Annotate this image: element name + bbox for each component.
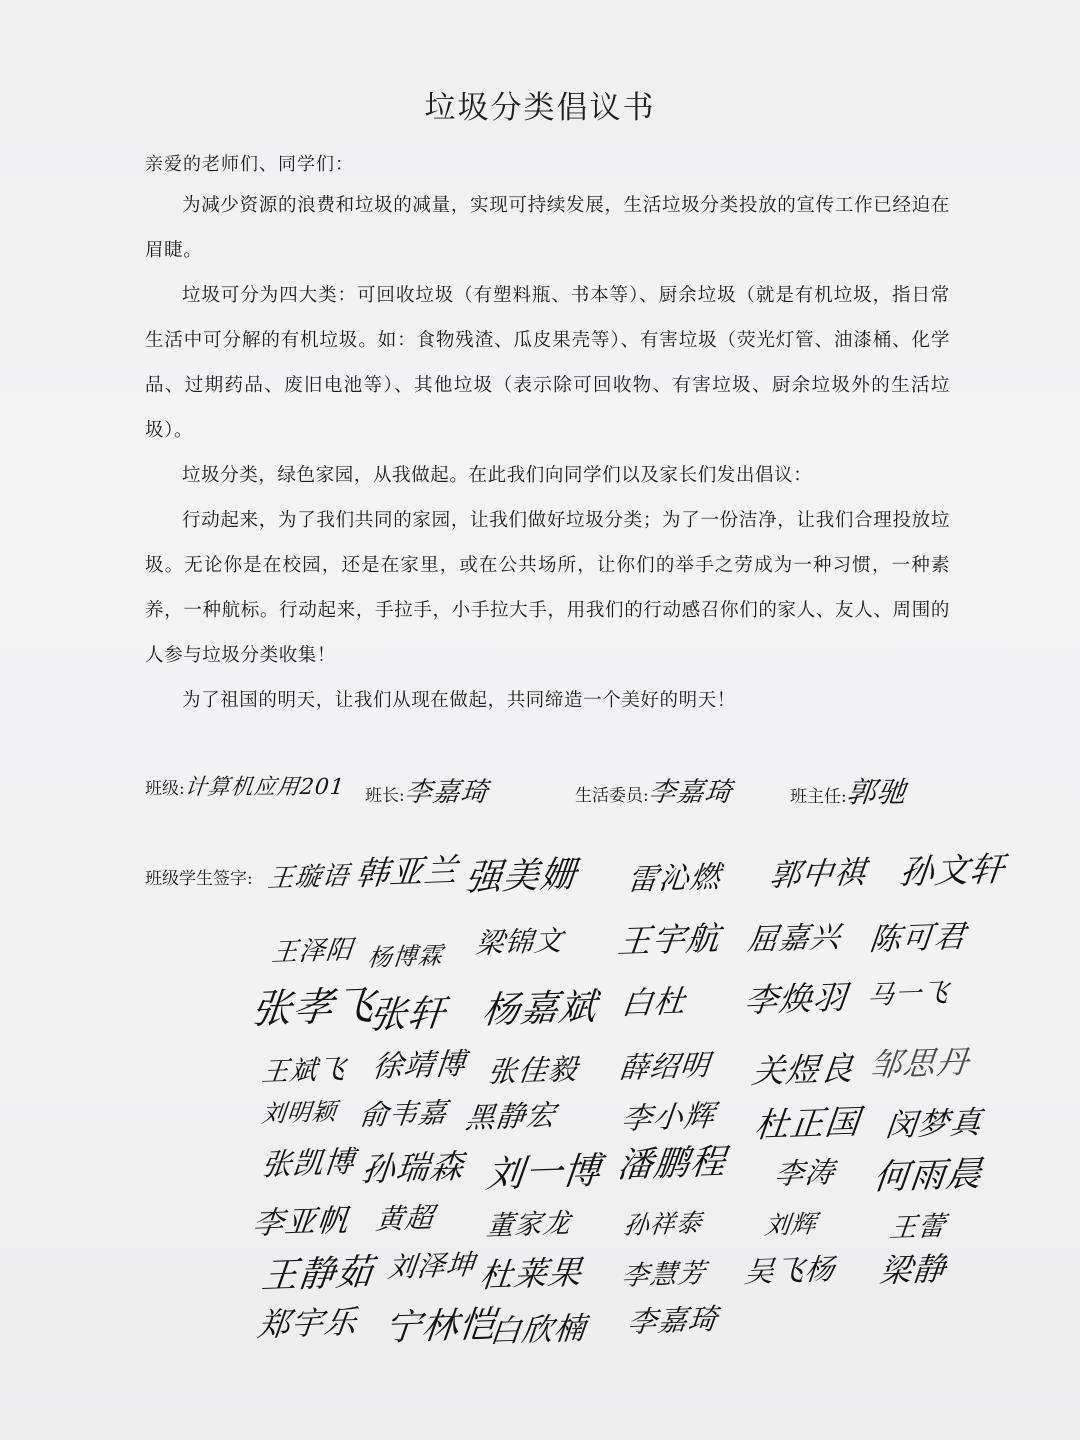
- paragraph: 为减少资源的浪费和垃圾的减量，实现可持续发展，生活垃圾分类投放的宣传工作已经迫在眉睫。: [145, 195, 950, 261]
- monitor-field: [365, 770, 489, 809]
- student-signature: 王宇航: [615, 918, 723, 961]
- student-signature: 徐靖博: [370, 1046, 468, 1085]
- student-signature: 王斌飞: [260, 1054, 348, 1088]
- student-signature: 李焕羽: [742, 977, 850, 1020]
- student-signature: 刘辉: [763, 1209, 819, 1240]
- student-signature: 李涛: [773, 1154, 837, 1191]
- signatures-label: 班级学生签字:: [145, 869, 253, 889]
- student-signature: 王蕾: [888, 1211, 948, 1244]
- student-signature: 马一飞: [866, 978, 951, 1011]
- head-teacher-label: 班主任:: [790, 787, 847, 807]
- student-signature: 屈嘉兴: [745, 919, 843, 958]
- student-signature: 孙祥泰: [622, 1208, 704, 1240]
- head-teacher-value: 郭驰: [844, 775, 909, 809]
- student-signature: 闵梦真: [883, 1104, 984, 1144]
- class-field: [145, 770, 345, 801]
- student-signature: 宁林恺: [382, 1304, 499, 1349]
- student-signature: 黄超: [374, 1200, 436, 1236]
- student-signature: 韩亚兰: [353, 850, 461, 893]
- student-signature: 刘一博: [484, 1149, 604, 1196]
- student-signature: 强美姗: [463, 854, 580, 899]
- life-committee-value: 李嘉琦: [646, 777, 735, 808]
- footer-info-row: [145, 770, 965, 820]
- student-signature: 梁锦文: [474, 923, 565, 960]
- student-signature: 何雨晨: [871, 1154, 985, 1198]
- student-signature: 刘泽坤: [386, 1247, 477, 1284]
- student-signature: 李小辉: [619, 1098, 717, 1137]
- monitor-label: 班长:: [365, 786, 405, 806]
- student-signature: 潘鹏程: [615, 1142, 729, 1186]
- student-signature: 董家龙: [485, 1208, 573, 1242]
- document-title: 垃圾分类倡议书: [424, 90, 656, 126]
- paragraph: 行动起来，为了我们共同的家园，让我们做好垃圾分类；为了一份洁净，让我们合理投放垃圾。无论你是在校园，还是在家里，或在公共场所，让你们的举手之劳成为一种习惯，一种素养，一种航标。行动起来，手拉手，小手拉大手，用我们的行动感召你们的家人、友人、周围的人参与垃圾分类收集！: [145, 510, 950, 666]
- student-signature: 杨博霖: [366, 941, 445, 972]
- student-signature: 杨嘉斌: [480, 985, 600, 1032]
- student-signature: 张孝飞: [249, 982, 378, 1033]
- student-signature: 郭中祺: [767, 854, 868, 894]
- student-signature: 李嘉琦: [626, 1301, 721, 1339]
- student-signature: 俞韦嘉: [358, 1095, 449, 1132]
- student-signature: 郑宇乐: [255, 1302, 360, 1344]
- student-signature: 李慧芳: [620, 1258, 708, 1292]
- student-signature: 李亚帆: [250, 1202, 351, 1242]
- student-signature: 黑静宏: [464, 1097, 559, 1135]
- student-signature: 张轩: [367, 991, 449, 1037]
- student-signature: 王璇语: [266, 861, 351, 894]
- paragraph: 垃圾可分为四大类：可回收垃圾（有塑料瓶、书本等）、厨余垃圾（就是有机垃圾，指日常生活中可分解的有机垃圾。如：食物残渣、瓜皮果壳等）、有害垃圾（荧光灯管、油漆桶、化学品、过期药品、废旧电池等）、其他垃圾（表示除可回收物、有害垃圾、厨余垃圾外的生活垃圾）。: [145, 285, 950, 441]
- student-signature: 刘明颖: [260, 1097, 339, 1128]
- student-signature: 白杜: [619, 983, 688, 1022]
- head-teacher-field: [790, 770, 907, 811]
- student-signature: 杜正国: [752, 1102, 863, 1146]
- student-signature: 孙瑞森: [359, 1146, 467, 1189]
- student-signature: 邹思丹: [867, 1042, 972, 1084]
- student-signature: 杜莱果: [477, 1252, 585, 1295]
- paragraph: 垃圾分类，绿色家园，从我做起。在此我们向同学们以及家长们发出倡议：: [182, 465, 813, 486]
- body-text: [145, 183, 950, 723]
- student-signature: 王泽阳: [270, 935, 355, 968]
- life-committee-field: [575, 770, 733, 809]
- life-committee-label: 生活委员:: [575, 786, 649, 806]
- student-signature: 张凯博: [259, 1144, 357, 1183]
- student-signature: 薛绍明: [618, 1047, 713, 1085]
- student-signature: 梁静: [877, 1249, 949, 1290]
- class-value: 计算机应用201: [183, 775, 346, 800]
- salutation: 亲爱的老师们、同学们：: [145, 154, 354, 175]
- student-signature: 王静茹: [259, 1252, 376, 1297]
- monitor-value: 李嘉琦: [402, 777, 491, 808]
- student-signature: 孙文轩: [897, 849, 1008, 893]
- class-label: 班级:: [145, 779, 185, 799]
- student-signature: 雷沁燃: [625, 859, 723, 898]
- paragraph: 为了祖国的明天，让我们从现在做起，共同缔造一个美好的明天！: [182, 690, 736, 711]
- student-signature: 关煜良: [749, 1048, 857, 1091]
- student-signature: 吴飞杨: [743, 1251, 838, 1289]
- student-signature: 白欣楠: [487, 1310, 588, 1350]
- student-signature: 陈可君: [867, 918, 968, 958]
- student-signature: 张佳毅: [486, 1051, 581, 1089]
